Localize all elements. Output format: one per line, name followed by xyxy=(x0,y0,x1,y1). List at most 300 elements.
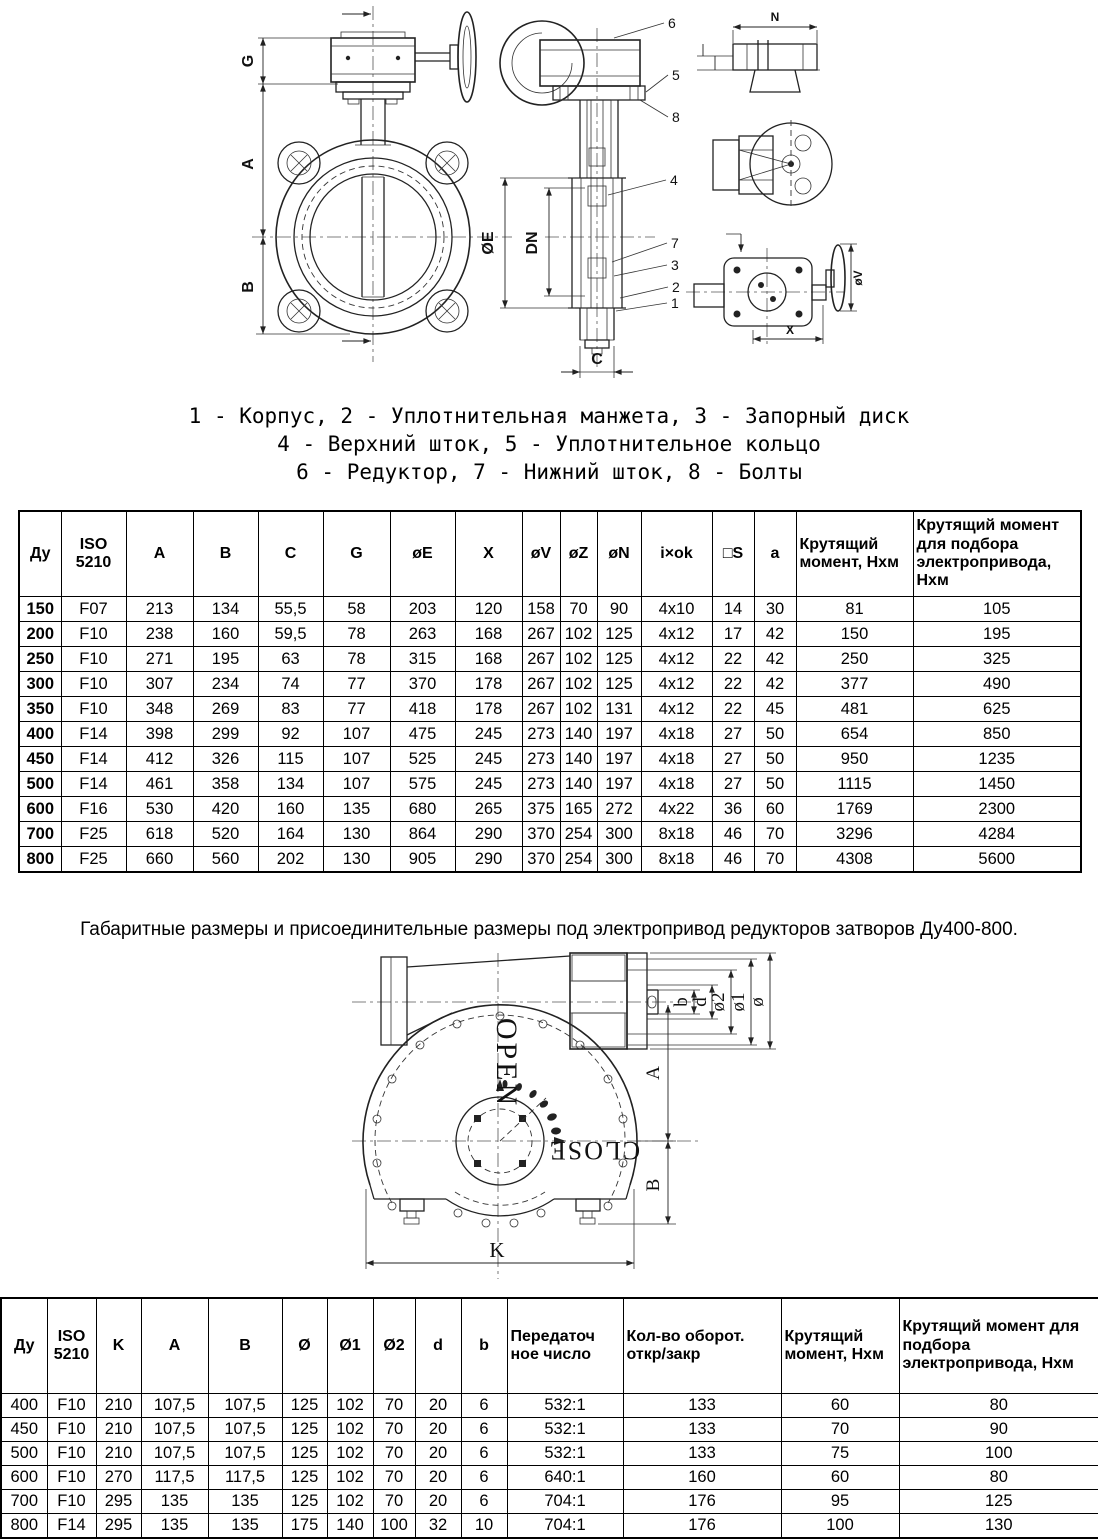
table-cell: F10 xyxy=(47,1442,96,1466)
table-cell: 100 xyxy=(899,1442,1098,1466)
table-cell: 800 xyxy=(1,1514,47,1539)
column-header: C xyxy=(258,511,323,597)
column-header: X xyxy=(455,511,522,597)
table-row xyxy=(1,1490,1098,1514)
table-cell: 500 xyxy=(1,1442,47,1466)
table-cell: 267 xyxy=(522,622,560,647)
table-cell: 102 xyxy=(560,672,597,697)
table-cell: F14 xyxy=(61,747,126,772)
table-cell: 45 xyxy=(754,697,796,722)
table-cell: 70 xyxy=(373,1442,415,1466)
table-cell: 398 xyxy=(126,722,193,747)
table-cell: 375 xyxy=(522,797,560,822)
table-cell: 102 xyxy=(327,1466,373,1490)
table-cell: 254 xyxy=(560,822,597,847)
table-cell: 250 xyxy=(796,647,913,672)
table-cell: 42 xyxy=(754,672,796,697)
table-cell: 46 xyxy=(712,847,754,873)
column-header: A xyxy=(141,1298,208,1394)
table-cell: 135 xyxy=(141,1514,208,1539)
table-cell: 30 xyxy=(754,597,796,622)
callout-2: 2 xyxy=(672,279,680,295)
table-cell: 36 xyxy=(712,797,754,822)
table-cell: 270 xyxy=(96,1466,141,1490)
table-row xyxy=(19,747,1081,772)
column-header: a xyxy=(754,511,796,597)
callout-5: 5 xyxy=(672,67,680,83)
table-cell: 560 xyxy=(193,847,258,873)
table-cell: 125 xyxy=(282,1442,327,1466)
legend-line-1: 1 - Корпус, 2 - Уплотнительная манжета, 3 - Запорный диск xyxy=(188,404,910,428)
table-cell: 625 xyxy=(913,697,1081,722)
table-cell: 10 xyxy=(461,1514,507,1539)
table-cell: 348 xyxy=(126,697,193,722)
dim-label-bb: b xyxy=(671,997,692,1007)
gearbox-dimensions-table xyxy=(0,1297,1098,1539)
table-cell: 135 xyxy=(208,1514,282,1539)
table-cell: 4x12 xyxy=(641,672,712,697)
table-row xyxy=(1,1466,1098,1490)
dim-label-g: G xyxy=(240,54,257,68)
table-cell: 300 xyxy=(597,847,641,873)
dim-label-oe: ØE xyxy=(480,231,497,255)
callout-4: 4 xyxy=(670,172,678,188)
table-cell: 102 xyxy=(327,1394,373,1418)
column-header: □S xyxy=(712,511,754,597)
column-header: b xyxy=(461,1298,507,1394)
table-cell: 90 xyxy=(597,597,641,622)
table-cell: 5600 xyxy=(913,847,1081,873)
table-cell: 140 xyxy=(327,1514,373,1539)
column-header: øZ xyxy=(560,511,597,597)
table-cell: 350 xyxy=(19,697,61,722)
valve-dimensions-table xyxy=(18,510,1082,873)
table-cell: 160 xyxy=(193,622,258,647)
table-cell: 59,5 xyxy=(258,622,323,647)
table-cell: 4x22 xyxy=(641,797,712,822)
table-cell: 267 xyxy=(522,697,560,722)
table-cell: 358 xyxy=(193,772,258,797)
header-row xyxy=(19,511,1081,597)
table-cell: 160 xyxy=(258,797,323,822)
table-cell: 22 xyxy=(712,672,754,697)
table-cell: 273 xyxy=(522,722,560,747)
table-cell: F10 xyxy=(61,622,126,647)
table-cell: F16 xyxy=(61,797,126,822)
table-cell: 135 xyxy=(208,1490,282,1514)
table-cell: 905 xyxy=(390,847,455,873)
table-cell: 77 xyxy=(323,697,390,722)
table-cell: 273 xyxy=(522,747,560,772)
table-cell: 500 xyxy=(19,772,61,797)
table-row xyxy=(19,672,1081,697)
table-cell: 532:1 xyxy=(507,1442,623,1466)
table-cell: 263 xyxy=(390,622,455,647)
table-cell: 245 xyxy=(455,747,522,772)
dim-label-k: K xyxy=(489,1238,505,1262)
table-cell: 20 xyxy=(415,1418,461,1442)
table-cell: 160 xyxy=(623,1466,781,1490)
table-cell: 290 xyxy=(455,822,522,847)
table-row xyxy=(19,822,1081,847)
table-row xyxy=(1,1394,1098,1418)
table-cell: 150 xyxy=(796,622,913,647)
dim-label-o1: ø1 xyxy=(728,992,749,1012)
table-cell: 700 xyxy=(1,1490,47,1514)
table-cell: 2300 xyxy=(913,797,1081,822)
legend-line-2: 4 - Верхний шток, 5 - Уплотнительное кольцо xyxy=(277,432,821,456)
table-cell: 78 xyxy=(323,647,390,672)
table-cell: 450 xyxy=(19,747,61,772)
table-cell: 107,5 xyxy=(208,1394,282,1418)
table-cell: 131 xyxy=(597,697,641,722)
callout-1: 1 xyxy=(671,295,679,311)
table-cell: 130 xyxy=(323,822,390,847)
table-cell: 400 xyxy=(19,722,61,747)
table-cell: 300 xyxy=(19,672,61,697)
table-row xyxy=(19,647,1081,672)
table-cell: 1235 xyxy=(913,747,1081,772)
table-cell: 74 xyxy=(258,672,323,697)
column-header: Ø xyxy=(282,1298,327,1394)
table-cell: 520 xyxy=(193,822,258,847)
table-cell: 92 xyxy=(258,722,323,747)
column-header: A xyxy=(126,511,193,597)
table-cell: 640:1 xyxy=(507,1466,623,1490)
table-cell: 6 xyxy=(461,1418,507,1442)
dim-label-a: A xyxy=(240,158,257,170)
table-cell: 107 xyxy=(323,772,390,797)
table-cell: 600 xyxy=(19,797,61,822)
table-cell: 4308 xyxy=(796,847,913,873)
column-header: Ø1 xyxy=(327,1298,373,1394)
table-cell: 245 xyxy=(455,722,522,747)
table-cell: 133 xyxy=(623,1394,781,1418)
table-cell: 295 xyxy=(96,1490,141,1514)
table-cell: 6 xyxy=(461,1490,507,1514)
table-cell: 158 xyxy=(522,597,560,622)
gearbox-body xyxy=(352,953,700,1279)
table-cell: 481 xyxy=(796,697,913,722)
table-row xyxy=(1,1418,1098,1442)
table-cell: 250 xyxy=(19,647,61,672)
table-cell: 107,5 xyxy=(208,1418,282,1442)
table-cell: 20 xyxy=(415,1442,461,1466)
table-cell: 46 xyxy=(712,822,754,847)
callout-3: 3 xyxy=(671,257,679,273)
callout-6: 6 xyxy=(668,15,676,31)
table-row xyxy=(19,722,1081,747)
table-cell: 176 xyxy=(623,1514,781,1539)
column-header: øE xyxy=(390,511,455,597)
table-cell: 195 xyxy=(193,647,258,672)
table-cell: 164 xyxy=(258,822,323,847)
table-cell: 81 xyxy=(796,597,913,622)
table-cell: 80 xyxy=(899,1394,1098,1418)
table-cell: 20 xyxy=(415,1490,461,1514)
column-header: Передаточ ное число xyxy=(507,1298,623,1394)
table-cell: 125 xyxy=(282,1394,327,1418)
table-cell: 299 xyxy=(193,722,258,747)
table-cell: 315 xyxy=(390,647,455,672)
table-cell: 654 xyxy=(796,722,913,747)
table-cell: 600 xyxy=(1,1466,47,1490)
dim-label-x: X xyxy=(785,323,795,337)
table-cell: 8x18 xyxy=(641,822,712,847)
table-cell: 70 xyxy=(754,822,796,847)
table-cell: 4x12 xyxy=(641,622,712,647)
table-cell: 178 xyxy=(455,697,522,722)
table-cell: 105 xyxy=(913,597,1081,622)
table-cell: 125 xyxy=(597,622,641,647)
column-header: Кол-во оборот. откр/закр xyxy=(623,1298,781,1394)
table-cell: 90 xyxy=(899,1418,1098,1442)
table-cell: 704:1 xyxy=(507,1514,623,1539)
table-cell: 4x18 xyxy=(641,772,712,797)
table-cell: 125 xyxy=(282,1418,327,1442)
table-cell: 450 xyxy=(1,1418,47,1442)
table-cell: 254 xyxy=(560,847,597,873)
table-cell: 80 xyxy=(899,1466,1098,1490)
column-header: Крутящий момент для подбора электропривода, Нхм xyxy=(899,1298,1098,1394)
table-cell: 60 xyxy=(781,1394,899,1418)
table-cell: 377 xyxy=(796,672,913,697)
table-cell: 27 xyxy=(712,772,754,797)
column-header: B xyxy=(193,511,258,597)
column-header: øN xyxy=(597,511,641,597)
table-cell: 3296 xyxy=(796,822,913,847)
table-cell: 273 xyxy=(522,772,560,797)
table-cell: 125 xyxy=(899,1490,1098,1514)
table-cell: F10 xyxy=(47,1490,96,1514)
table-cell: 83 xyxy=(258,697,323,722)
table-cell: 8x18 xyxy=(641,847,712,873)
table-cell: 75 xyxy=(781,1442,899,1466)
valve-drawings xyxy=(0,0,1098,398)
table-cell: 60 xyxy=(781,1466,899,1490)
table-cell: 130 xyxy=(899,1514,1098,1539)
table-cell: 22 xyxy=(712,647,754,672)
table-cell: 107,5 xyxy=(208,1442,282,1466)
table-cell: 420 xyxy=(193,797,258,822)
table-cell: 140 xyxy=(560,747,597,772)
table-cell: 210 xyxy=(96,1442,141,1466)
table-cell: F10 xyxy=(61,697,126,722)
table-cell: 525 xyxy=(390,747,455,772)
table-cell: 245 xyxy=(455,772,522,797)
table-row xyxy=(19,772,1081,797)
table-cell: F14 xyxy=(61,772,126,797)
table-cell: 1769 xyxy=(796,797,913,822)
table-cell: 27 xyxy=(712,722,754,747)
close-label: CLOSE xyxy=(547,1136,641,1165)
table-cell: 6 xyxy=(461,1394,507,1418)
table-row xyxy=(19,697,1081,722)
header-row xyxy=(1,1298,1098,1394)
table-cell: 532:1 xyxy=(507,1418,623,1442)
dim-label-b2: B xyxy=(643,1178,664,1192)
table-cell: 175 xyxy=(282,1514,327,1539)
table-cell: 22 xyxy=(712,697,754,722)
table-cell: 27 xyxy=(712,747,754,772)
table-cell: 140 xyxy=(560,722,597,747)
table-cell: 117,5 xyxy=(208,1466,282,1490)
table-row xyxy=(19,847,1081,873)
column-header: K xyxy=(96,1298,141,1394)
valve-section-view xyxy=(480,15,680,378)
dim-label-d: d xyxy=(690,997,711,1007)
table-cell: 150 xyxy=(19,597,61,622)
table-row xyxy=(19,797,1081,822)
table-cell: 42 xyxy=(754,622,796,647)
table-cell: 4x10 xyxy=(641,597,712,622)
column-header: i×ok xyxy=(641,511,712,597)
table-cell: 4x12 xyxy=(641,697,712,722)
table-cell: 530 xyxy=(126,797,193,822)
column-header: Крутящий момент, Нхм xyxy=(796,511,913,597)
gearbox-caption: Габаритные размеры и присоединительные размеры под электропривод редукторов затворов Ду400-800. xyxy=(80,919,1018,940)
table-cell: F10 xyxy=(61,647,126,672)
dim-label-a2: A xyxy=(643,1066,664,1080)
table-cell: 370 xyxy=(522,847,560,873)
table-cell: 6 xyxy=(461,1466,507,1490)
table-cell: 102 xyxy=(327,1490,373,1514)
dim-label-ov: øV xyxy=(851,270,865,286)
table-cell: 133 xyxy=(623,1442,781,1466)
table-cell: 197 xyxy=(597,722,641,747)
table-cell: F10 xyxy=(47,1394,96,1418)
table-cell: 134 xyxy=(193,597,258,622)
table-cell: 60 xyxy=(754,797,796,822)
column-header: Крутящий момент, Нхм xyxy=(781,1298,899,1394)
table-cell: 490 xyxy=(913,672,1081,697)
table-cell: 70 xyxy=(373,1490,415,1514)
column-header: Крутящий момент для подбора электропривода, Нхм xyxy=(913,511,1081,597)
column-header: ISO 5210 xyxy=(61,511,126,597)
table-row xyxy=(19,597,1081,622)
table-cell: 102 xyxy=(327,1442,373,1466)
table-cell: 125 xyxy=(597,672,641,697)
table-cell: 950 xyxy=(796,747,913,772)
column-header: Ду xyxy=(19,511,61,597)
table-cell: 102 xyxy=(560,622,597,647)
callout-8: 8 xyxy=(672,109,680,125)
gearbox-dims xyxy=(366,953,776,1269)
table-cell: 267 xyxy=(522,647,560,672)
table-cell: 290 xyxy=(455,847,522,873)
table-cell: 660 xyxy=(126,847,193,873)
table-cell: 32 xyxy=(415,1514,461,1539)
table-cell: 238 xyxy=(126,622,193,647)
table-cell: 115 xyxy=(258,747,323,772)
table-cell: F10 xyxy=(47,1466,96,1490)
handwheel-side xyxy=(415,12,476,102)
table-cell: 295 xyxy=(96,1514,141,1539)
table-cell: 117,5 xyxy=(141,1466,208,1490)
table-cell: 55,5 xyxy=(258,597,323,622)
table-cell: 400 xyxy=(1,1394,47,1418)
table-cell: 1450 xyxy=(913,772,1081,797)
column-header: ISO 5210 xyxy=(47,1298,96,1394)
table-cell: 77 xyxy=(323,672,390,697)
table-cell: 370 xyxy=(390,672,455,697)
table-cell: 850 xyxy=(913,722,1081,747)
table-cell: 4284 xyxy=(913,822,1081,847)
table-cell: 176 xyxy=(623,1490,781,1514)
gearbox-drawing xyxy=(0,945,1098,1293)
table-cell: 125 xyxy=(597,647,641,672)
table-row xyxy=(1,1442,1098,1466)
callout-7: 7 xyxy=(671,235,679,251)
table-cell: 197 xyxy=(597,772,641,797)
table-cell: 70 xyxy=(373,1418,415,1442)
table-cell: 6 xyxy=(461,1442,507,1466)
detail-views xyxy=(686,10,865,348)
dim-label-n: N xyxy=(770,10,780,24)
valve-front-view xyxy=(240,6,512,362)
table-cell: 63 xyxy=(258,647,323,672)
table-cell: 618 xyxy=(126,822,193,847)
table-cell: 17 xyxy=(712,622,754,647)
table-cell: 461 xyxy=(126,772,193,797)
table-cell: 272 xyxy=(597,797,641,822)
table-cell: 20 xyxy=(415,1394,461,1418)
table-cell: 168 xyxy=(455,622,522,647)
table-cell: 680 xyxy=(390,797,455,822)
table-cell: 475 xyxy=(390,722,455,747)
table-cell: 95 xyxy=(781,1490,899,1514)
table-cell: F25 xyxy=(61,847,126,873)
table-cell: 418 xyxy=(390,697,455,722)
table-cell: 14 xyxy=(712,597,754,622)
table-cell: F10 xyxy=(47,1418,96,1442)
table-cell: F10 xyxy=(61,672,126,697)
table-cell: 134 xyxy=(258,772,323,797)
table-cell: 58 xyxy=(323,597,390,622)
column-header: B xyxy=(208,1298,282,1394)
table-cell: 107 xyxy=(323,722,390,747)
table-cell: 370 xyxy=(522,822,560,847)
table-cell: 265 xyxy=(455,797,522,822)
table-cell: 120 xyxy=(455,597,522,622)
table-cell: F14 xyxy=(61,722,126,747)
table-cell: 532:1 xyxy=(507,1394,623,1418)
table-cell: 50 xyxy=(754,722,796,747)
table-cell: 135 xyxy=(141,1490,208,1514)
table-cell: 271 xyxy=(126,647,193,672)
table-cell: 195 xyxy=(913,622,1081,647)
table-cell: 168 xyxy=(455,647,522,672)
table-cell: 107 xyxy=(323,747,390,772)
table-cell: 42 xyxy=(754,647,796,672)
table-cell: 700 xyxy=(19,822,61,847)
table-cell: 50 xyxy=(754,747,796,772)
table-cell: F14 xyxy=(47,1514,96,1539)
table-cell: 133 xyxy=(623,1418,781,1442)
table-cell: 213 xyxy=(126,597,193,622)
table-cell: 269 xyxy=(193,697,258,722)
table-cell: 1115 xyxy=(796,772,913,797)
table-cell: 70 xyxy=(754,847,796,873)
table-cell: 325 xyxy=(913,647,1081,672)
table-cell: 300 xyxy=(597,822,641,847)
dim-label-c: C xyxy=(591,351,603,368)
table-cell: 307 xyxy=(126,672,193,697)
table-cell: 210 xyxy=(96,1394,141,1418)
table-cell: 70 xyxy=(560,597,597,622)
column-header: G xyxy=(323,511,390,597)
table-cell: 4x18 xyxy=(641,747,712,772)
